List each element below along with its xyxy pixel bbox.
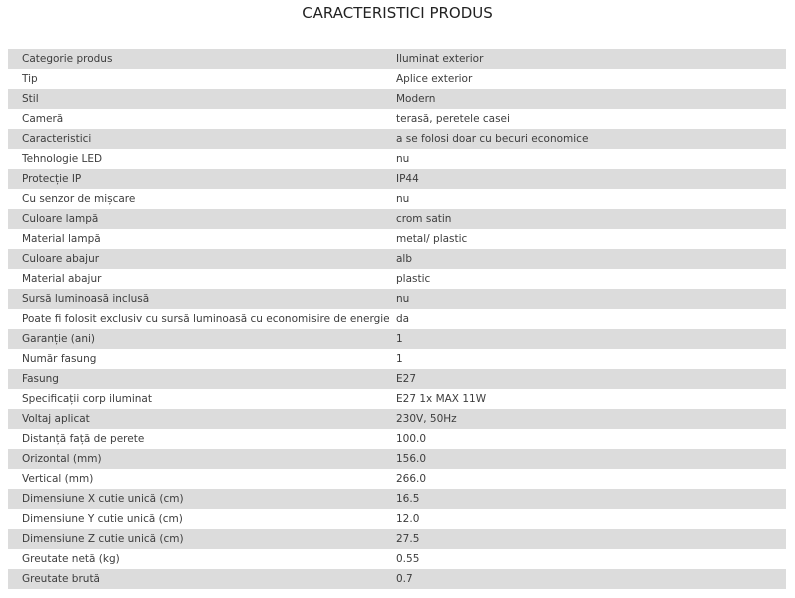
table-row bbox=[8, 209, 786, 229]
spec-value: a se folosi doar cu becuri economice bbox=[396, 133, 589, 145]
spec-label: Dimensiune Y cutie unică (cm) bbox=[22, 513, 183, 525]
spec-label: Poate fi folosit exclusiv cu sursă luminoasă cu economisire de energie bbox=[22, 313, 390, 325]
spec-label: Tip bbox=[22, 73, 38, 85]
spec-label: Vertical (mm) bbox=[22, 473, 94, 485]
table-row bbox=[8, 369, 786, 389]
specs-table-body bbox=[8, 49, 786, 589]
table-row bbox=[8, 69, 786, 89]
page-title: CARACTERISTICI PRODUS bbox=[302, 4, 493, 22]
spec-value: Aplice exterior bbox=[396, 73, 473, 85]
spec-value: 100.0 bbox=[396, 433, 427, 445]
spec-value: 156.0 bbox=[396, 453, 427, 465]
spec-value: E27 bbox=[396, 373, 416, 385]
spec-label: Protecție IP bbox=[22, 173, 82, 185]
table-row bbox=[8, 469, 786, 489]
spec-label: Dimensiune Z cutie unică (cm) bbox=[22, 533, 184, 545]
spec-value: 12.0 bbox=[396, 513, 420, 525]
spec-value: 27.5 bbox=[396, 533, 420, 545]
spec-label: Cu senzor de mișcare bbox=[22, 193, 136, 205]
table-row bbox=[8, 389, 786, 409]
table-row bbox=[8, 109, 786, 129]
table-row bbox=[8, 169, 786, 189]
spec-label: Tehnologie LED bbox=[22, 153, 103, 165]
spec-label: Sursă luminoasă inclusă bbox=[22, 293, 150, 305]
spec-label: Distanță față de perete bbox=[22, 433, 145, 445]
spec-value: 1 bbox=[396, 353, 403, 365]
table-row bbox=[8, 529, 786, 549]
table-row bbox=[8, 309, 786, 329]
table-row bbox=[8, 409, 786, 429]
spec-label: Dimensiune X cutie unică (cm) bbox=[22, 493, 184, 505]
spec-label: Culoare lampă bbox=[22, 213, 99, 225]
spec-label: Fasung bbox=[22, 373, 59, 385]
spec-value: 0.55 bbox=[396, 553, 420, 565]
spec-value: nu bbox=[396, 153, 410, 165]
spec-label: Număr fasung bbox=[22, 353, 97, 365]
table-row bbox=[8, 149, 786, 169]
table-row bbox=[8, 549, 786, 569]
spec-label: Categorie produs bbox=[22, 53, 113, 65]
table-row bbox=[8, 229, 786, 249]
spec-value: nu bbox=[396, 293, 410, 305]
table-row bbox=[8, 349, 786, 369]
spec-value: nu bbox=[396, 193, 410, 205]
table-row bbox=[8, 49, 786, 69]
spec-value: 16.5 bbox=[396, 493, 420, 505]
table-row bbox=[8, 509, 786, 529]
table-row bbox=[8, 489, 786, 509]
spec-value: 266.0 bbox=[396, 473, 427, 485]
spec-value: crom satin bbox=[396, 213, 452, 225]
spec-label: Greutate netă (kg) bbox=[22, 553, 120, 565]
spec-value: plastic bbox=[396, 273, 431, 285]
table-row bbox=[8, 429, 786, 449]
spec-label: Caracteristici bbox=[22, 133, 92, 145]
table-row bbox=[8, 329, 786, 349]
spec-value: IP44 bbox=[396, 173, 419, 185]
spec-value: Modern bbox=[396, 93, 436, 105]
spec-label: Material lampă bbox=[22, 233, 101, 245]
table-row bbox=[8, 289, 786, 309]
table-row bbox=[8, 569, 786, 589]
table-row bbox=[8, 129, 786, 149]
table-row bbox=[8, 89, 786, 109]
spec-label: Cameră bbox=[22, 113, 64, 125]
spec-value: Iluminat exterior bbox=[396, 53, 484, 65]
spec-label: Greutate brută bbox=[22, 573, 100, 585]
spec-label: Orizontal (mm) bbox=[22, 453, 102, 465]
spec-value: 1 bbox=[396, 333, 403, 345]
spec-value: E27 1x MAX 11W bbox=[396, 393, 487, 405]
spec-label: Stil bbox=[22, 93, 39, 105]
table-row bbox=[8, 249, 786, 269]
spec-value: 230V, 50Hz bbox=[396, 413, 457, 425]
specs-table bbox=[8, 49, 786, 589]
table-row bbox=[8, 269, 786, 289]
spec-value: terasă, peretele casei bbox=[396, 113, 510, 125]
spec-label: Specificații corp iluminat bbox=[22, 393, 152, 405]
spec-value: alb bbox=[396, 253, 413, 265]
spec-label: Material abajur bbox=[22, 273, 102, 285]
spec-label: Garanție (ani) bbox=[22, 333, 96, 345]
spec-value: 0.7 bbox=[396, 573, 413, 585]
spec-label: Voltaj aplicat bbox=[22, 413, 90, 425]
spec-label: Culoare abajur bbox=[22, 253, 100, 265]
spec-value: metal/ plastic bbox=[396, 233, 468, 245]
spec-value: da bbox=[396, 313, 410, 325]
table-row bbox=[8, 449, 786, 469]
table-row bbox=[8, 189, 786, 209]
